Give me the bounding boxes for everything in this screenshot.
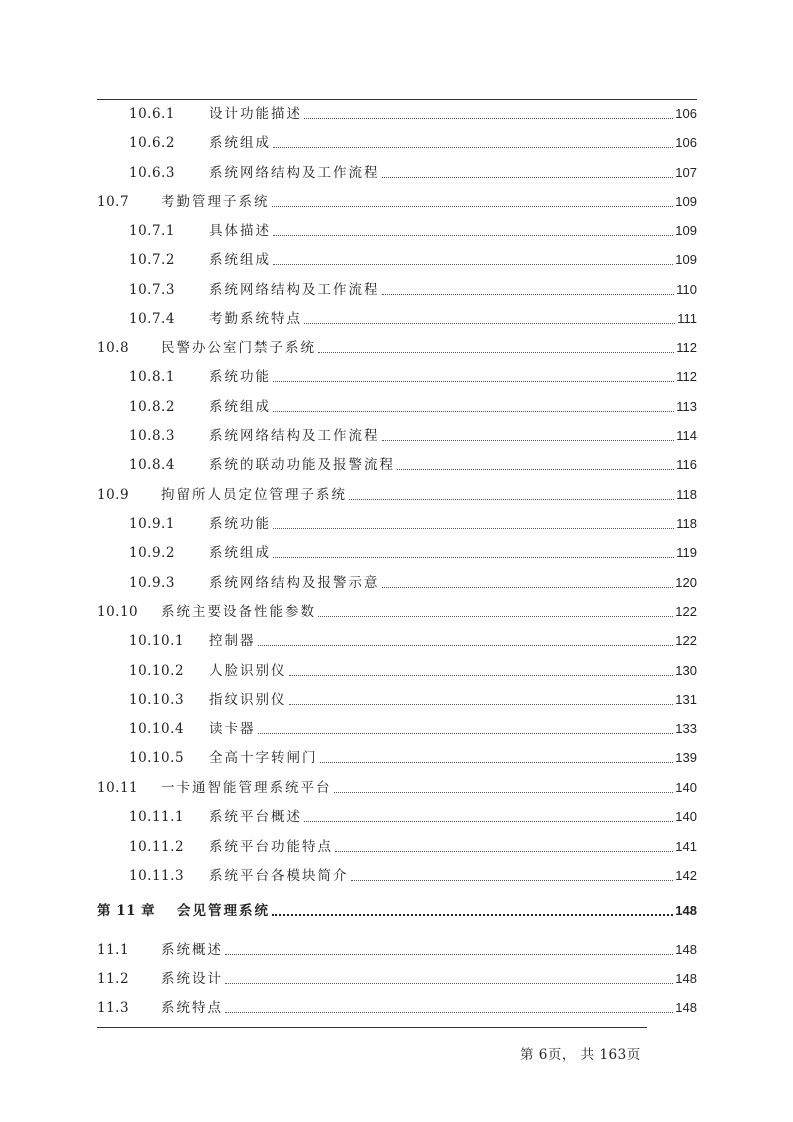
- toc-entry-number: 10.11: [97, 780, 139, 796]
- toc-leader-dots: [273, 235, 673, 236]
- toc-leader-dots: [318, 616, 673, 617]
- toc-entry[interactable]: [97, 425, 697, 447]
- toc-entry-title: 系统网络结构及工作流程: [209, 165, 380, 181]
- toc-chapter-entry[interactable]: [97, 900, 697, 922]
- toc-entry[interactable]: [97, 968, 697, 990]
- toc-entry-title: 系统特点: [161, 1000, 223, 1016]
- toc-entry-title: 控制器: [209, 633, 256, 649]
- toc-entry-page: 113: [676, 399, 697, 414]
- toc-entry[interactable]: [97, 103, 697, 125]
- toc-entry[interactable]: [97, 513, 697, 535]
- toc-entry-page: 109: [675, 252, 697, 267]
- toc-leader-dots: [335, 851, 673, 852]
- toc-entry-title: 系统设计: [161, 971, 223, 987]
- toc-entry-page: 122: [675, 633, 697, 648]
- toc-entry-page: 148: [675, 903, 697, 918]
- toc-entry-page: 122: [675, 604, 697, 619]
- toc-entry-page: 110: [676, 282, 697, 297]
- toc-leader-dots: [382, 587, 674, 588]
- toc-leader-dots: [382, 177, 674, 178]
- toc-entry-page: 106: [675, 135, 697, 150]
- toc-entry-title: 民警办公室门禁子系统: [161, 340, 316, 356]
- toc-entry-title: 系统概述: [161, 942, 223, 958]
- toc-entry-title: 系统组成: [209, 545, 271, 561]
- toc-entry[interactable]: [97, 308, 697, 330]
- toc-entry-number: 第 11 章: [97, 903, 156, 919]
- toc-entry-title: 读卡器: [209, 721, 256, 737]
- toc-entry-title: 考勤系统特点: [209, 311, 302, 327]
- toc-entry-number: 10.10.3: [129, 692, 185, 708]
- toc-entry-title: 指纹识别仪: [209, 692, 287, 708]
- toc-entry-number: 10.7: [97, 194, 130, 210]
- toc-entry-number: 10.6.1: [129, 106, 175, 122]
- toc-entry-number: 10.6.3: [129, 165, 175, 181]
- toc-entry-title: 系统功能: [209, 369, 271, 385]
- toc-leader-dots: [258, 645, 674, 646]
- toc-entry-number: 10.9.3: [129, 575, 175, 591]
- toc-entry[interactable]: [97, 718, 697, 740]
- toc-entry-page: 141: [675, 839, 697, 854]
- toc-entry-title: 系统组成: [209, 135, 271, 151]
- toc-entry[interactable]: [97, 806, 697, 828]
- toc-entry-number: 10.10.4: [129, 721, 185, 737]
- toc-leader-dots: [351, 880, 674, 881]
- toc-leader-dots: [273, 557, 674, 558]
- toc-entry-page: 142: [675, 868, 697, 883]
- toc-entry-number: 10.10.5: [129, 750, 185, 766]
- toc-entry-title: 系统主要设备性能参数: [161, 604, 316, 620]
- toc-entry[interactable]: [97, 660, 697, 682]
- toc-entry-title: 具体描述: [209, 223, 271, 239]
- toc-leader-dots: [258, 733, 674, 734]
- toc-entry-page: 106: [675, 106, 697, 121]
- toc-entry-number: 10.8.3: [129, 428, 175, 444]
- toc-leader-dots: [272, 914, 673, 916]
- toc-leader-dots: [273, 528, 674, 529]
- toc-entry[interactable]: [97, 777, 697, 799]
- toc-leader-dots: [304, 323, 675, 324]
- toc-leader-dots: [273, 264, 673, 265]
- toc-entry-page: 111: [677, 311, 697, 326]
- toc-entry-page: 118: [676, 516, 697, 531]
- toc-entry-number: 10.8.2: [129, 399, 175, 415]
- toc-entry-title: 系统平台概述: [209, 809, 302, 825]
- toc-leader-dots: [382, 294, 675, 295]
- toc-entry-number: 10.11.2: [129, 839, 185, 855]
- toc-leader-dots: [349, 499, 674, 500]
- toc-entry-page: 112: [676, 369, 697, 384]
- toc-entry-number: 10.7.2: [129, 252, 175, 268]
- toc-entry-number: 10.7.3: [129, 282, 175, 298]
- toc-entry[interactable]: [97, 191, 697, 213]
- toc-entry-number: 10.11.1: [129, 809, 185, 825]
- toc-entry-number: 10.10.1: [129, 633, 185, 649]
- toc-leader-dots: [304, 118, 673, 119]
- toc-entry-number: 11.1: [97, 942, 130, 958]
- toc-entry-page: 119: [676, 545, 697, 560]
- toc-entry-number: 11.3: [97, 1000, 130, 1016]
- toc-entry-page: 107: [675, 165, 697, 180]
- toc-entry[interactable]: [97, 162, 697, 184]
- toc-entry-title: 系统组成: [209, 252, 271, 268]
- toc-entry-number: 10.8.4: [129, 457, 175, 473]
- toc-entry-page: 118: [676, 487, 697, 502]
- toc-entry[interactable]: [97, 484, 697, 506]
- toc-entry-title: 系统功能: [209, 516, 271, 532]
- toc-entry-title: 人脸识别仪: [209, 663, 287, 679]
- toc-entry-title: 全高十字转闸门: [209, 750, 318, 766]
- toc-entry-number: 11.2: [97, 971, 130, 987]
- toc-entry-number: 10.11.3: [129, 868, 185, 884]
- toc-entry-page: 131: [675, 692, 697, 707]
- page-footer: 第 6页， 共 163页: [520, 1047, 641, 1063]
- toc-entry-number: 10.7.1: [129, 223, 175, 239]
- toc-entry-title: 系统平台功能特点: [209, 839, 333, 855]
- toc-leader-dots: [225, 983, 673, 984]
- toc-entry[interactable]: [97, 689, 697, 711]
- toc-entry-number: 10.9.2: [129, 545, 175, 561]
- toc-leader-dots: [304, 821, 673, 822]
- toc-entry[interactable]: [97, 454, 697, 476]
- toc-entry[interactable]: [97, 249, 697, 271]
- toc-entry-number: 10.7.4: [129, 311, 175, 327]
- toc-entry-title: 系统网络结构及工作流程: [209, 428, 380, 444]
- toc-leader-dots: [272, 206, 674, 207]
- toc-leader-dots: [225, 1012, 673, 1013]
- toc-entry[interactable]: [97, 337, 697, 359]
- toc-entry-page: 148: [675, 942, 697, 957]
- toc-leader-dots: [289, 675, 674, 676]
- toc-entry-number: 10.9: [97, 487, 130, 503]
- toc-leader-dots: [289, 704, 674, 705]
- toc-entry-page: 139: [675, 750, 697, 765]
- toc-leader-dots: [273, 147, 673, 148]
- toc-entry[interactable]: [97, 601, 697, 623]
- toc-leader-dots: [225, 954, 673, 955]
- toc-entry[interactable]: [97, 836, 697, 858]
- toc-entry[interactable]: [97, 396, 697, 418]
- toc-entry-title: 考勤管理子系统: [161, 194, 270, 210]
- toc-entry-page: 120: [675, 575, 697, 590]
- toc-entry-page: 148: [675, 971, 697, 986]
- toc-entry-title: 系统的联动功能及报警流程: [209, 457, 395, 473]
- toc-entry-page: 112: [676, 340, 697, 355]
- toc-entry-title: 会见管理系统: [177, 903, 270, 919]
- header-rule: [97, 99, 697, 100]
- toc-entry[interactable]: [97, 572, 697, 594]
- toc-entry[interactable]: [97, 279, 697, 301]
- toc-entry[interactable]: [97, 630, 697, 652]
- toc-leader-dots: [334, 792, 674, 793]
- toc-leader-dots: [273, 381, 674, 382]
- toc-entry[interactable]: [97, 747, 697, 769]
- toc-entry-page: 109: [675, 223, 697, 238]
- toc-entry-number: 10.10.2: [129, 663, 185, 679]
- toc-leader-dots: [397, 469, 674, 470]
- toc-entry-title: 系统网络结构及工作流程: [209, 282, 380, 298]
- toc-entry-title: 一卡通智能管理系统平台: [161, 780, 332, 796]
- toc-leader-dots: [318, 352, 674, 353]
- toc-entry-title: 拘留所人员定位管理子系统: [161, 487, 347, 503]
- toc-entry-page: 148: [675, 1000, 697, 1015]
- toc-entry-page: 130: [675, 663, 697, 678]
- toc-leader-dots: [320, 762, 674, 763]
- toc-entry-title: 设计功能描述: [209, 106, 302, 122]
- toc-leader-dots: [382, 440, 675, 441]
- toc-entry-title: 系统组成: [209, 399, 271, 415]
- toc-entry-number: 10.8.1: [129, 369, 175, 385]
- toc-entry[interactable]: [97, 939, 697, 961]
- toc-entry-page: 140: [675, 809, 697, 824]
- toc-entry[interactable]: [97, 366, 697, 388]
- toc-entry-page: 116: [676, 457, 697, 472]
- toc-entry-page: 133: [675, 721, 697, 736]
- toc-entry-title: 系统网络结构及报警示意: [209, 575, 380, 591]
- toc-entry[interactable]: [97, 220, 697, 242]
- toc-entry-number: 10.9.1: [129, 516, 175, 532]
- toc-entry[interactable]: [97, 542, 697, 564]
- toc-leader-dots: [273, 411, 674, 412]
- toc-entry-page: 140: [675, 780, 697, 795]
- toc-entry-number: 10.10: [97, 604, 139, 620]
- toc-entry[interactable]: [97, 132, 697, 154]
- toc-entry-page: 114: [676, 428, 697, 443]
- toc-entry[interactable]: [97, 997, 697, 1019]
- footer-rule: [97, 1027, 647, 1028]
- toc-entry-title: 系统平台各模块简介: [209, 868, 349, 884]
- toc-entry[interactable]: [97, 865, 697, 887]
- toc-entry-page: 109: [675, 194, 697, 209]
- toc-entry-number: 10.6.2: [129, 135, 175, 151]
- toc-entry-number: 10.8: [97, 340, 130, 356]
